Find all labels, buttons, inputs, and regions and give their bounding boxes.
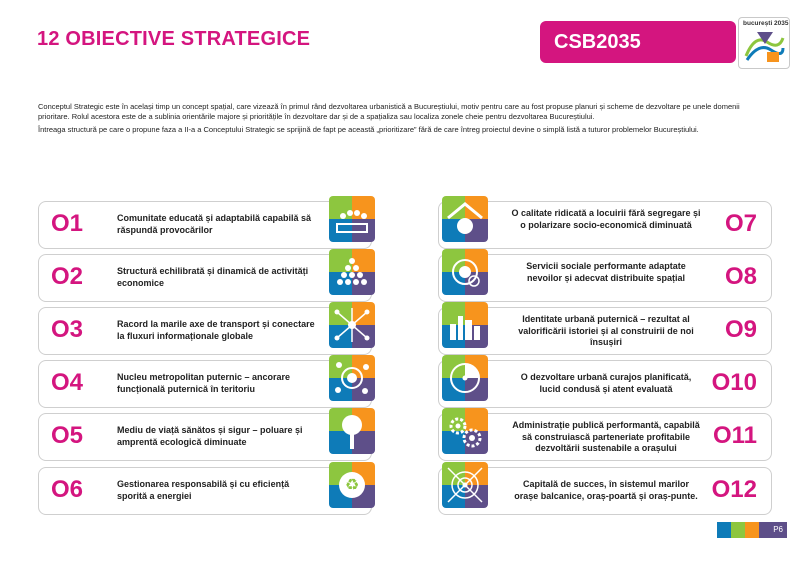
page-title: 12 OBIECTIVE STRATEGICE <box>37 28 311 50</box>
objective-card-o7 <box>438 201 772 249</box>
objective-card-o9 <box>438 307 772 355</box>
logo-mark-icon <box>743 30 785 64</box>
objective-code: O1 <box>51 210 84 237</box>
house-icon <box>442 196 488 242</box>
metropolis-icon <box>329 355 375 401</box>
svg-text:♻: ♻ <box>344 475 360 494</box>
objective-code: O8 <box>724 263 757 290</box>
network-icon <box>329 302 375 348</box>
objective-card-o3 <box>38 307 372 355</box>
objective-card-o2 <box>38 254 372 302</box>
header-badge-label: CSB2035 <box>554 31 641 53</box>
page-number: P6 <box>773 525 783 534</box>
objective-card-o1 <box>38 201 372 249</box>
objective-text: Mediu de viață sănătos și sigur – poluare și amprentă ecologică diminuate <box>117 425 303 447</box>
objective-code: O3 <box>51 316 84 343</box>
objective-text: Structură echilibrată și dinamică de activități economice <box>117 266 309 288</box>
logo <box>738 17 790 69</box>
objective-text: Identitate urbană puternică – rezultat al valorificării istoriei și al construirii de noi însușiri <box>518 314 694 347</box>
hub-icon <box>442 462 488 508</box>
tree-icon <box>329 408 375 454</box>
objective-text: Nucleu metropolitan puternic – ancorare funcțională puternică în teritoriu <box>117 372 291 394</box>
objective-text: O dezvoltare urbană curajos planificată, lucid condusă și atent evaluată <box>520 372 692 394</box>
objective-card-o4 <box>38 360 372 408</box>
logo-text: bucurești 2035 <box>743 20 789 27</box>
objective-code: O4 <box>51 369 84 396</box>
objective-card-o12 <box>438 467 772 515</box>
header-badge <box>540 21 736 63</box>
page-number-bar <box>717 522 787 538</box>
intro-paragraph-1: Conceptul Strategic este în același timp un concept spațial, care vizează în primul rând dezvoltarea urbanistică a Bucureștiului, motiv pentru care au fost propuse planuri și scheme de dezvoltare pe unele domenii prioritare. Rolul acestora este de a sublinia orientările majore și prioritățile în dezvoltare dar și de a spațializa sau localiza zonele cheie pentru dezvoltarea Bucureștiului. <box>38 102 740 121</box>
objective-text: Administrație publică performantă, capabilă să construiască parteneriate profitabile dezvoltării sustenabile a orașului <box>512 420 700 453</box>
planning-icon <box>442 355 488 401</box>
objective-code: O2 <box>51 263 84 290</box>
intro-text <box>38 102 758 138</box>
objective-code: O10 <box>711 369 757 396</box>
community-icon <box>329 196 375 242</box>
intro-paragraph-2: Întreaga structură pe care o propune faza a II-a a Conceptului Strategic se sprijină de fapt pe această „prioritizare” fără de care întreg proiectul devine o simplă listă a tuturor problemelor Bucureștiului. <box>38 125 699 134</box>
gears-icon <box>442 408 488 454</box>
objective-card-o6 <box>38 467 372 515</box>
skyline-icon <box>442 302 488 348</box>
objective-text: Racord la marile axe de transport și conectare la fluxuri informaționale globale <box>117 319 315 341</box>
objective-card-o10 <box>438 360 772 408</box>
objective-code: O9 <box>724 316 757 343</box>
objective-text: Comunitate educată și adaptabilă capabilă să răspundă provocărilor <box>117 213 312 235</box>
objective-card-o5 <box>38 413 372 461</box>
objective-code: O7 <box>724 210 757 237</box>
objective-code: O5 <box>51 422 84 449</box>
objective-code: O6 <box>51 476 84 503</box>
objective-text: Servicii sociale performante adaptate nevoilor și adecvat distribuite spațial <box>526 261 686 283</box>
objective-text: Gestionarea responsabilă și cu eficiență sporită a energiei <box>117 479 290 501</box>
objective-card-o11 <box>438 413 772 461</box>
recycle-icon <box>329 462 375 508</box>
objective-code: O11 <box>712 422 757 449</box>
objective-text: O calitate ridicată a locuirii fără segregare și o polarizare socio-economică diminuată <box>511 208 701 230</box>
objective-text: Capitală de succes, în sistemul marilor orașe balcanice, oraș-poartă și oraș-punte. <box>514 479 698 501</box>
services-icon <box>442 249 488 295</box>
objective-code: O12 <box>711 476 757 503</box>
pyramid-icon <box>329 249 375 295</box>
objective-card-o8 <box>438 254 772 302</box>
